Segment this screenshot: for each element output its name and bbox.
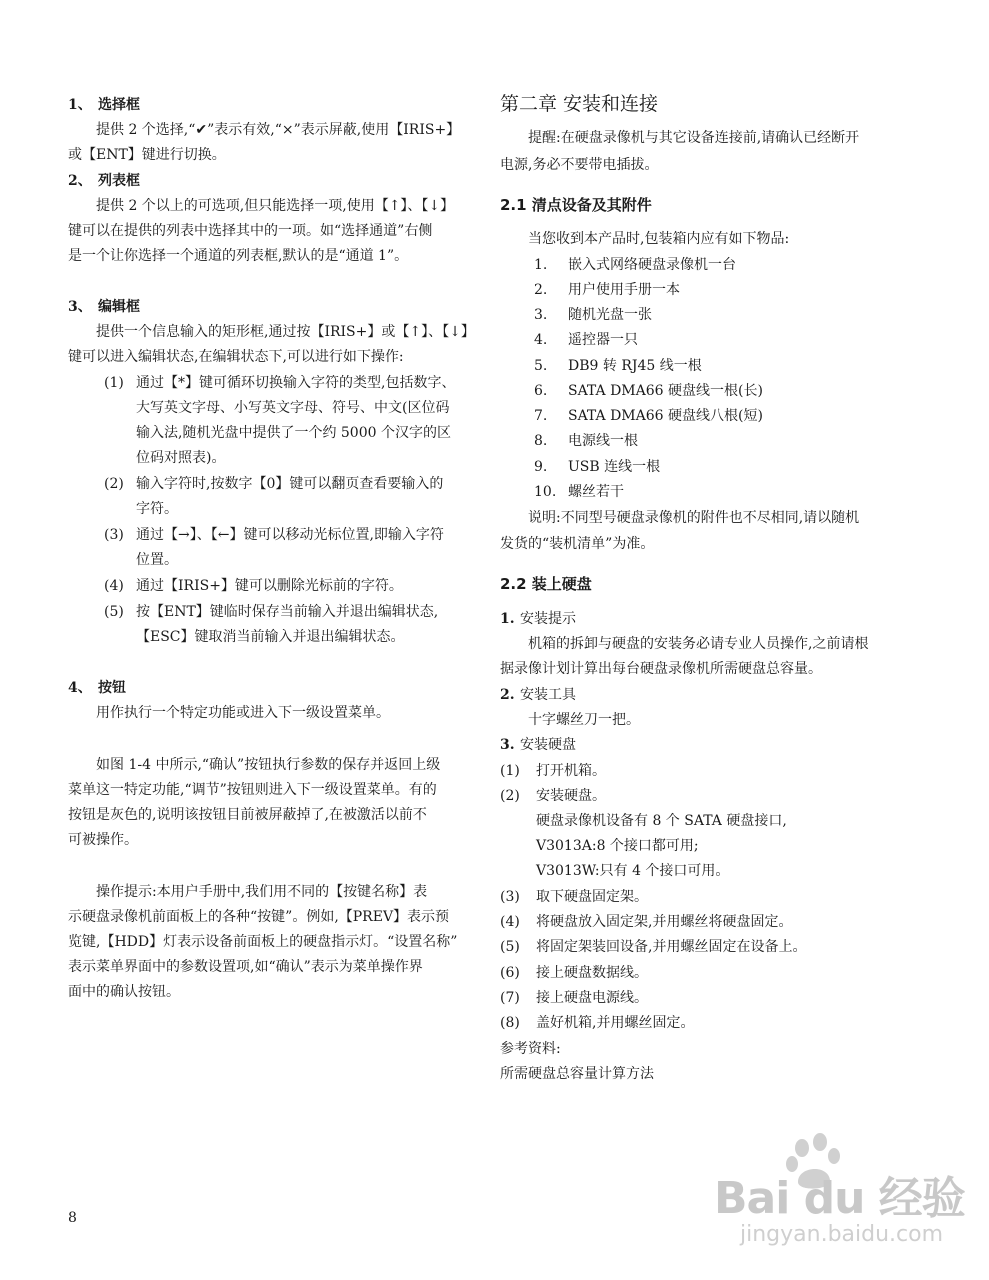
step-number: (3) [500, 889, 520, 905]
step-text: 接上硬盘电源线。 [536, 990, 648, 1006]
step-text: 打开机箱。 [536, 763, 606, 779]
item4-number: 4、 [68, 680, 92, 696]
para2-line2: 示硬盘录像机前面板上的各种“按键”。例如,【PREV】表示预 [68, 909, 450, 925]
step-group2-title: 安装工具 [520, 687, 576, 703]
step-text: 安装硬盘。 [536, 788, 606, 804]
item4-line1: 用作执行一个特定功能或进入下一级设置菜单。 [96, 705, 390, 721]
watermark-url: jingyan.baidu.com [740, 1222, 944, 1247]
step-number: (1) [500, 763, 520, 779]
item1-line2: 或【ENT】键进行切换。 [68, 147, 226, 163]
page-number: 8 [68, 1210, 77, 1226]
step-text: 盖好机箱,并用螺丝固定。 [536, 1015, 695, 1031]
list-item-text: SATA DMA66 硬盘线一根(长) [568, 383, 763, 399]
reminder-line2: 电源,务必不要带电插拔。 [500, 157, 659, 173]
step-text: 将硬盘放入固定架,并用螺丝将硬盘固定。 [536, 914, 793, 930]
list-item-number: 9. [534, 459, 548, 475]
sub3-line2: 位置。 [136, 552, 178, 568]
step-group2-line1: 十字螺丝刀一把。 [528, 712, 640, 728]
item3-number: 3、 [68, 299, 92, 315]
item2-line2: 键可以在提供的列表中选择其中的一项。如“选择通道”右侧 [68, 223, 433, 239]
list-item-number: 5. [534, 358, 548, 374]
step-text: 取下硬盘固定架。 [536, 889, 648, 905]
list-item-number: 8. [534, 433, 548, 449]
step-number: (8) [500, 1015, 520, 1031]
item2-line3: 是一个让你选择一个通道的列表框,默认的是“通道 1”。 [68, 248, 409, 264]
reference-link[interactable]: 所需硬盘总容量计算方法 [500, 1066, 654, 1082]
watermark-logo-text: Bai du 经验 [714, 1173, 965, 1224]
list-item-text: 遥控器一只 [568, 332, 638, 348]
step-number: (6) [500, 965, 520, 981]
item3-title: 编辑框 [98, 299, 140, 315]
sub1-line4: 位码对照表)。 [136, 450, 226, 466]
list-item-text: USB 连线一根 [568, 459, 661, 475]
list-item-text: 嵌入式网络硬盘录像机一台 [568, 257, 736, 273]
step-group1-number: 1. [500, 611, 515, 627]
list-item-number: 1. [534, 257, 548, 273]
step-number: (5) [500, 939, 520, 955]
step-group3-title: 安装硬盘 [520, 737, 576, 753]
list-item-text: 用户使用手册一本 [568, 282, 680, 298]
step2-detail-line2: V3013A:8 个接口都可用; [536, 838, 699, 854]
para2-line1: 操作提示:本用户手册中,我们用不同的【按键名称】表 [96, 884, 428, 900]
sub3-number: (3) [104, 527, 124, 543]
item2-number: 2、 [68, 173, 92, 189]
list-item-number: 7. [534, 408, 548, 424]
step2-detail-line1: 硬盘录像机设备有 8 个 SATA 硬盘接口, [536, 813, 787, 829]
item1-line1: 提供 2 个选择,“✔”表示有效,“×”表示屏蔽,使用【IRIS+】 [96, 122, 461, 138]
sub2-number: (2) [104, 476, 124, 492]
step-group3-number: 3. [500, 737, 515, 753]
list-item-text: 螺丝若干 [568, 484, 624, 500]
baidu-jingyan-watermark [700, 1130, 980, 1270]
sub5-line1: 按【ENT】键临时保存当前输入并退出编辑状态, [136, 604, 439, 620]
list-item-number: 4. [534, 332, 548, 348]
list-item-text: 电源线一根 [568, 433, 638, 449]
reminder-line1: 提醒:在硬盘录像机与其它设备连接前,请确认已经断开 [528, 130, 860, 146]
step2-detail-line3: V3013W:只有 4 个接口可用。 [536, 863, 730, 879]
para2-line4: 表示菜单界面中的参数设置项,如“确认”表示为菜单操作界 [68, 959, 423, 975]
item2-line1: 提供 2 个以上的可选项,但只能选择一项,使用【↑】、【↓】 [96, 198, 455, 214]
sub4-line1: 通过【IRIS+】键可以删除光标前的字符。 [136, 578, 403, 594]
sub1-line1: 通过【*】键可循环切换输入字符的类型,包括数字、 [136, 375, 456, 391]
item2-title: 列表框 [98, 173, 140, 189]
note-line2: 发货的“装机清单”为准。 [500, 536, 655, 552]
para1-line1: 如图 1-4 中所示,“确认”按钮执行参数的保存并返回上级 [96, 757, 441, 773]
para1-line3: 按钮是灰色的,说明该按钮目前被屏蔽掉了,在被激活以前不 [68, 807, 427, 823]
sub5-line2: 【ESC】键取消当前输入并退出编辑状态。 [136, 629, 405, 645]
step-group1-title: 安装提示 [520, 611, 576, 627]
para1-line2: 菜单这一特定功能,“调节”按钮则进入下一级设置菜单。有的 [68, 782, 437, 798]
reference-label: 参考资料: [500, 1041, 561, 1057]
item4-title: 按钮 [98, 680, 126, 696]
section-2-1-intro: 当您收到本产品时,包装箱内应有如下物品: [528, 231, 790, 247]
sub5-number: (5) [104, 604, 124, 620]
sub1-number: (1) [104, 375, 124, 391]
chapter-title: 第二章 安装和连接 [500, 93, 659, 115]
sub2-line1: 输入字符时,按数字【0】键可以翻页查看要输入的 [136, 476, 444, 492]
item1-number: 1、 [68, 97, 92, 113]
para2-line5: 面中的确认按钮。 [68, 984, 180, 1000]
sub1-line2: 大写英文字母、小写英文字母、符号、中文(区位码 [136, 400, 450, 416]
note-line1: 说明:不同型号硬盘录像机的附件也不尽相同,请以随机 [528, 510, 860, 526]
list-item-number: 6. [534, 383, 548, 399]
list-item-number: 10. [534, 484, 557, 500]
sub4-number: (4) [104, 578, 124, 594]
step-text: 接上硬盘数据线。 [536, 965, 648, 981]
list-item-text: 随机光盘一张 [568, 307, 652, 323]
step-text: 将固定架装回设备,并用螺丝固定在设备上。 [536, 939, 807, 955]
item1-title: 选择框 [98, 97, 140, 113]
step-group1-line1: 机箱的拆卸与硬盘的安装务必请专业人员操作,之前请根 [528, 636, 869, 652]
step-group2-number: 2. [500, 687, 515, 703]
para2-line3: 览键,【HDD】灯表示设备前面板上的硬盘指示灯。“设置名称” [68, 934, 458, 950]
item3-line1: 提供一个信息输入的矩形框,通过按【IRIS+】或【↑】、【↓】 [96, 324, 475, 340]
section-2-2-title: 2.2 装上硬盘 [500, 575, 592, 593]
list-item-number: 2. [534, 282, 548, 298]
list-item-number: 3. [534, 307, 548, 323]
list-item-text: DB9 转 RJ45 线一根 [568, 358, 702, 374]
step-number: (7) [500, 990, 520, 1006]
step-number: (2) [500, 788, 520, 804]
para1-line4: 可被操作。 [68, 832, 138, 848]
step-group1-line2: 据录像计划计算出每台硬盘录像机所需硬盘总容量。 [500, 661, 822, 677]
step-number: (4) [500, 914, 520, 930]
section-2-1-title: 2.1 清点设备及其附件 [500, 196, 652, 214]
sub1-line3: 输入法,随机光盘中提供了一个约 5000 个汉字的区 [136, 425, 451, 441]
sub3-line1: 通过【→】、【←】键可以移动光标位置,即输入字符 [136, 527, 444, 543]
sub2-line2: 字符。 [136, 501, 178, 517]
list-item-text: SATA DMA66 硬盘线八根(短) [568, 408, 763, 424]
item3-line2: 键可以进入编辑状态,在编辑状态下,可以进行如下操作: [68, 349, 404, 365]
